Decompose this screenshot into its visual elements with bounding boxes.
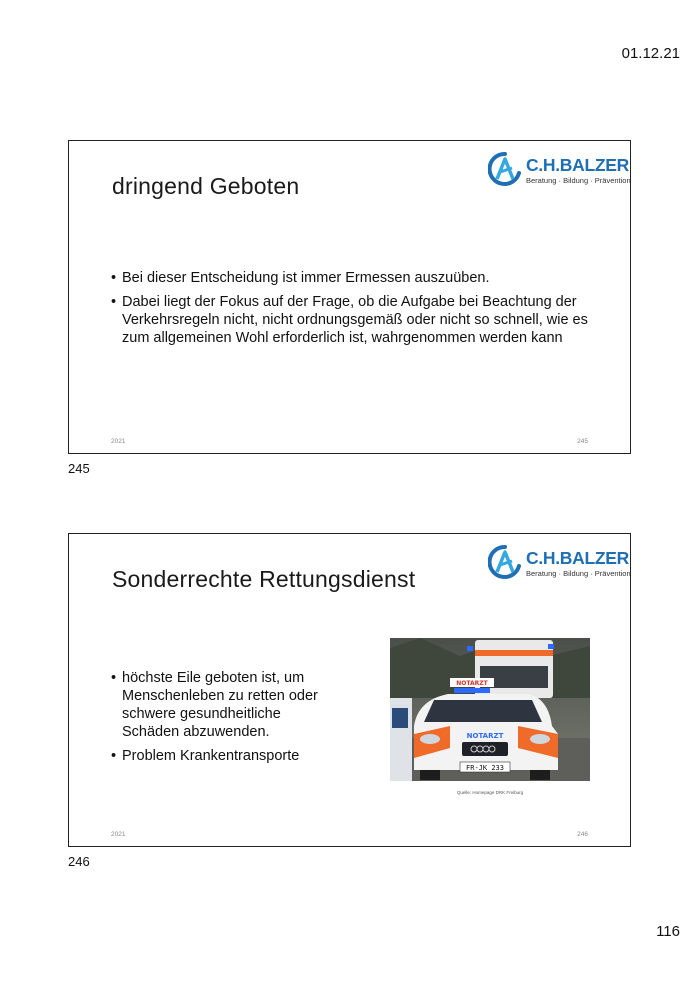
company-logo bbox=[488, 151, 631, 191]
bullet-item: • Dabei liegt der Fokus auf der Frage, ob die Aufgabe bei Beachtung der Verkehrsregeln nicht, nicht ordnungsgemäß oder nicht so schnell, wie es zum allgemeinen Wohl erforderlich ist, wahrgenommen werden kann bbox=[111, 293, 591, 347]
license-plate-text: FR-JK 233 bbox=[466, 764, 504, 772]
slide-title: Sonderrechte Rettungsdienst bbox=[112, 566, 416, 592]
footer-slide-number: 246 bbox=[577, 831, 588, 838]
bullet-item: • höchste Eile geboten ist, um Menschenleben zu retten oder schwere gesundheitliche Schäden abzuwenden. bbox=[111, 669, 341, 741]
logo-mark-icon bbox=[488, 151, 522, 187]
photo-caption: Quelle: Homepage DRK Freiburg bbox=[456, 790, 524, 795]
slide-title: dringend Geboten bbox=[112, 173, 300, 199]
slide-245 bbox=[68, 140, 631, 454]
hood-text: NOTARZT bbox=[466, 732, 504, 740]
slide-label: 245 bbox=[68, 461, 90, 476]
logo-mark-icon bbox=[488, 544, 522, 580]
bullet-item: • Problem Krankentransporte bbox=[111, 747, 341, 765]
footer-year: 2021 bbox=[111, 831, 126, 838]
company-logo bbox=[488, 544, 631, 584]
ambulance-photo bbox=[390, 638, 590, 781]
slide-label: 246 bbox=[68, 854, 90, 869]
footer-year: 2021 bbox=[111, 438, 126, 445]
bullet-list bbox=[111, 269, 591, 353]
logo-tagline: Beratung · Bildung · Prävention bbox=[526, 569, 631, 578]
bullet-list bbox=[111, 669, 341, 771]
footer-slide-number: 245 bbox=[577, 438, 588, 445]
page-number: 116 bbox=[656, 923, 680, 940]
logo-name: C.H.BALZER bbox=[526, 548, 629, 568]
page-date: 01.12.21 bbox=[621, 45, 680, 62]
slide-246 bbox=[68, 533, 631, 847]
sign-text: NOTARZT bbox=[456, 680, 488, 687]
logo-name: C.H.BALZER bbox=[526, 155, 629, 175]
logo-tagline: Beratung · Bildung · Prävention bbox=[526, 176, 631, 185]
bullet-item: • Bei dieser Entscheidung ist immer Ermessen auszuüben. bbox=[111, 269, 591, 287]
